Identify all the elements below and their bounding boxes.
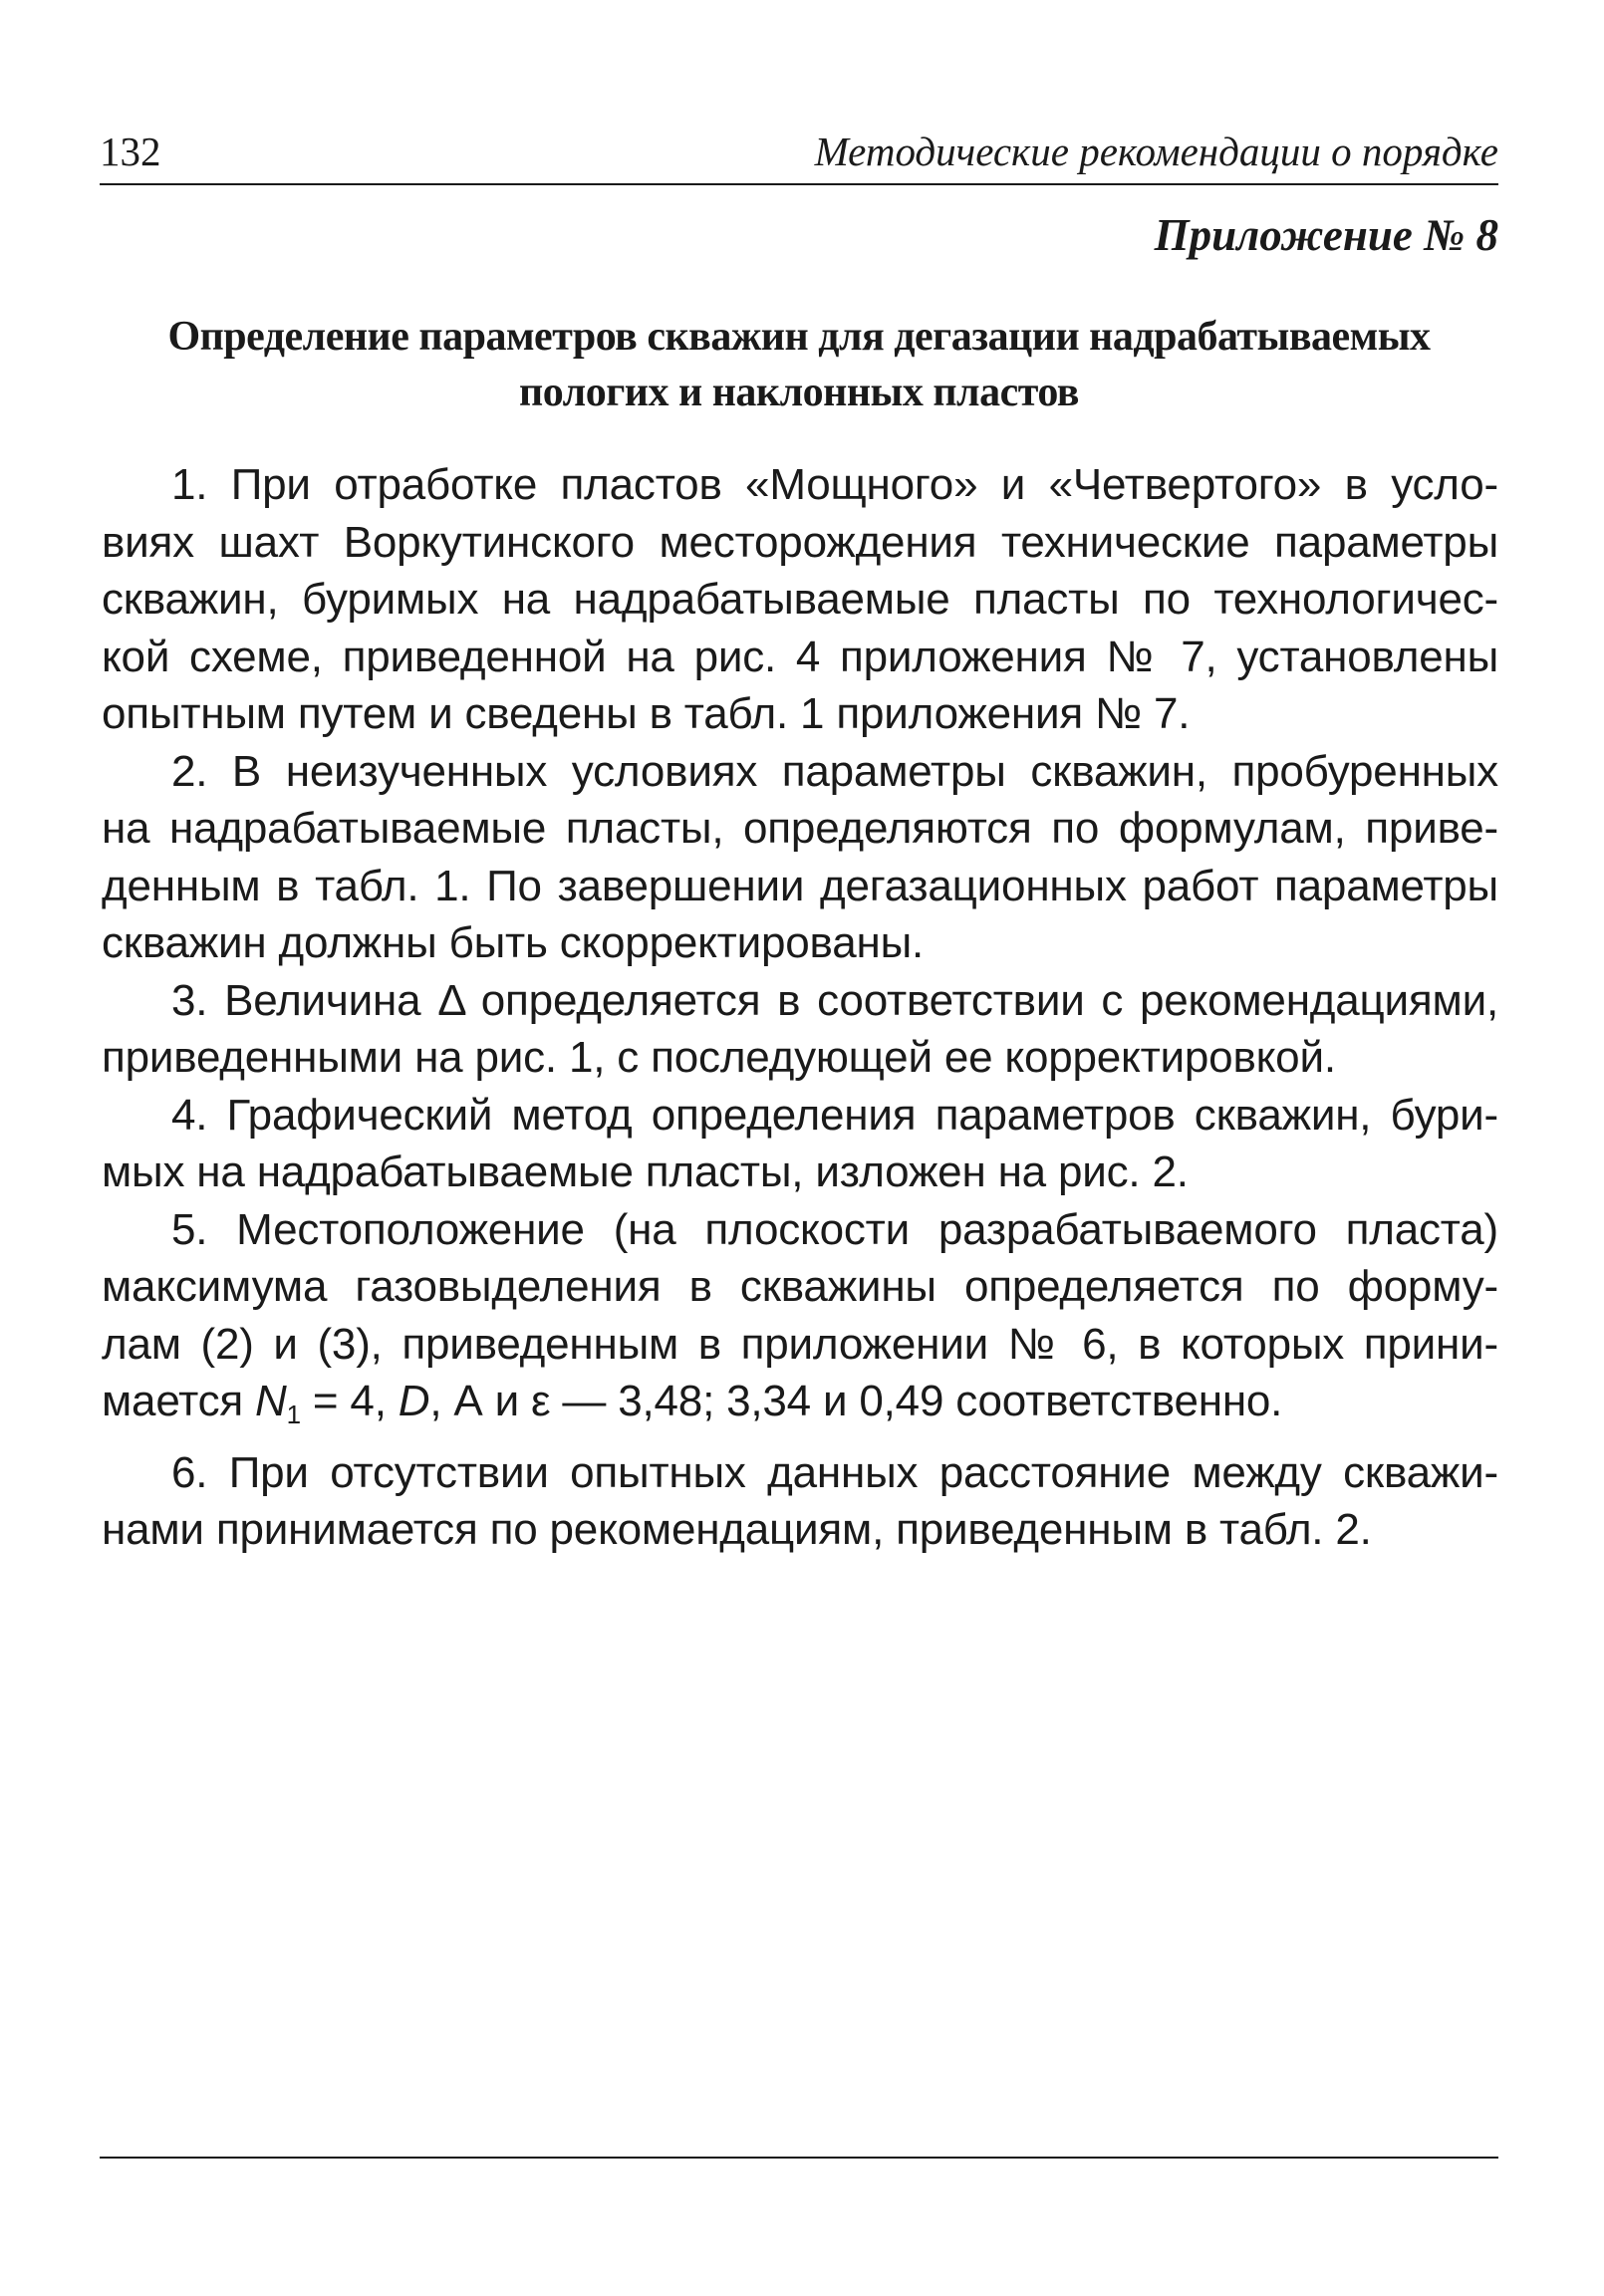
page-number: 132	[100, 128, 161, 174]
paragraph-5	[102, 1201, 1498, 1444]
formula-prefix: мается	[102, 1377, 256, 1425]
paragraph-6	[102, 1444, 1498, 1559]
paragraph-2	[102, 743, 1498, 972]
footer-rule	[100, 2157, 1498, 2159]
text-line: лам (2) и (3), приведенным в приложении № 6, в которых прини-	[102, 1319, 1498, 1369]
text-line: 6. При отсутствии опытных данных расстояние между скважи-	[171, 1447, 1498, 1497]
text-line: 2. В неизученных условиях параметры скважин, пробуренных	[171, 746, 1498, 796]
variable-d: D	[398, 1377, 430, 1425]
body-text	[102, 456, 1498, 1559]
text-line: опытным путем и сведены в табл. 1 приложения № 7.	[102, 689, 1191, 738]
section-title	[100, 309, 1498, 420]
section-title-line-2: пологих и наклонных пластов	[519, 370, 1079, 415]
running-header	[100, 128, 1498, 185]
appendix-label: Приложение № 8	[1154, 210, 1498, 260]
variable-n: N	[255, 1377, 287, 1425]
text-line: скважин, буримых на надрабатываемые пласты по технологичес-	[102, 575, 1498, 624]
text-line: 5. Местоположение (на плоскости разрабатываемого пласта)	[171, 1204, 1498, 1254]
variable-n-subscript: 1	[286, 1400, 301, 1429]
text-line: на надрабатываемые пласты, определяются по формулам, приве-	[102, 804, 1498, 853]
formula-line	[102, 1373, 1498, 1444]
paragraph-4	[102, 1087, 1498, 1201]
running-title: Методические рекомендации о порядке	[814, 128, 1498, 174]
text-line: виях шахт Воркутинского месторождения технические параметры	[102, 517, 1498, 567]
text-line: мых на надрабатываемые пласты, изложен на рис. 2.	[102, 1148, 1189, 1196]
formula-mid: = 4,	[300, 1377, 399, 1425]
formula-suffix: , А и ε — 3,48; 3,34 и 0,49 соответственно.	[429, 1377, 1283, 1425]
text-line: скважин должны быть скорректированы.	[102, 918, 925, 967]
paragraph-3	[102, 972, 1498, 1087]
text-line: денным в табл. 1. По завершении дегазационных работ параметры	[102, 861, 1498, 910]
text-line: нами принимается по рекомендациям, приведенным в табл. 2.	[102, 1505, 1372, 1554]
text-line: 1. При отработке пластов «Мощного» и «Четвертого» в усло-	[171, 460, 1498, 509]
text-line: 4. Графический метод определения параметров скважин, бури-	[171, 1090, 1498, 1140]
text-line: кой схеме, приведенной на рис. 4 приложения № 7, установлены	[102, 632, 1498, 681]
section-title-line-1: Определение параметров скважин для дегазации надрабатываемых	[167, 314, 1431, 360]
paragraph-1	[102, 456, 1498, 743]
text-line: 3. Величина Δ определяется в соответствии с рекомендациями,	[171, 975, 1498, 1025]
text-line: максимума газовыделения в скважины определяется по форму-	[102, 1262, 1498, 1311]
text-line: приведенными на рис. 1, с последующей ее корректировкой.	[102, 1033, 1336, 1082]
